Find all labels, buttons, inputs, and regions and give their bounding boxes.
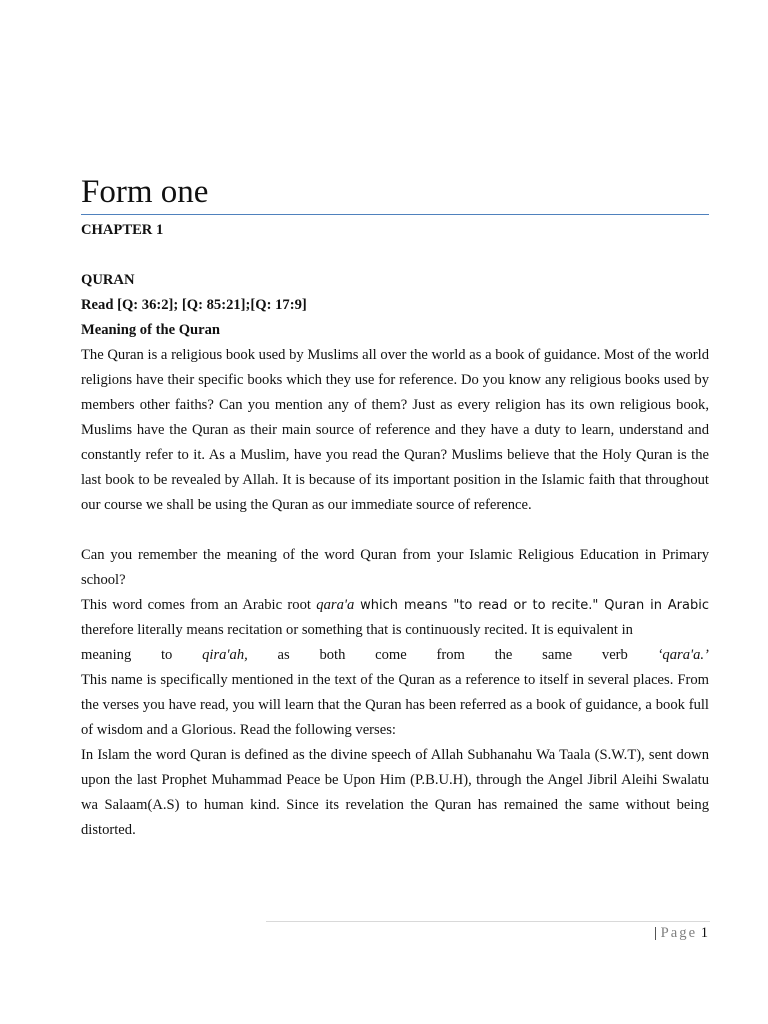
etymology-meaning: which means "to read or to recite." Quran in Arabic [354, 598, 710, 613]
spacer [81, 518, 709, 543]
etymology-lead: This word comes from an Arabic root [81, 597, 317, 613]
footer-separator: | [654, 925, 658, 941]
page-title: Form one [81, 174, 209, 210]
word: meaning [81, 647, 132, 663]
arabic-root-term: qara'a [316, 597, 355, 613]
footer-page-number: 1 [700, 925, 708, 941]
word-qaraa: ‘qara'a.’ [657, 647, 709, 663]
document-body [81, 218, 709, 843]
etymology-last-line [81, 643, 709, 668]
spacer [81, 243, 709, 268]
paragraph-intro: The Quran is a religious book used by Muslims all over the world as a book of guidance. Most of the world religions have their specific books which they use for reference. Do you know any religious books used by members other faiths? Can you mention any of them? Just as every religion has its own religious book, Muslims have the Quran as their main source of reference and they have a duty to learn, understand and constantly refer to it. As a Muslim, have you read the Quran? Muslims believe that the Holy Quran is the last book to be revealed by Allah. It is because of its important position in the Islamic faith that throughout our course we shall be using the Quran as our immediate source of reference. [81, 347, 709, 513]
word: come [375, 647, 407, 663]
reading-references: Read [Q: 36:2]; [Q: 85:21];[Q: 17:9] [81, 297, 307, 313]
meaning-heading: Meaning of the Quran [81, 322, 221, 338]
word: from [436, 647, 465, 663]
chapter-heading: CHAPTER 1 [81, 222, 164, 238]
word: the [494, 647, 513, 663]
word: as [277, 647, 290, 663]
page-footer [654, 922, 708, 944]
word: verb [601, 647, 628, 663]
word-qiraah: qira'ah, [202, 647, 248, 663]
title-divider [81, 214, 709, 215]
footer-divider [266, 921, 710, 922]
paragraph-definition: In Islam the word Quran is defined as the divine speech of Allah Subhanahu Wa Taala (S.W.T), sent down upon the last Prophet Muhammad Peace be Upon Him (P.B.U.H), through the Angel Jibril Aleihi Swalatu wa Salaam(A.S) to human kind. Since its revelation the Quran has remained the same without being distorted. [81, 747, 709, 838]
paragraph-references: This name is specifically mentioned in the text of the Quran as a reference to itself in several places. From the verses you have read, you will learn that the Quran has been referred as a book of guidance, a book full of wisdom and a Glorious. Read the following verses: [81, 672, 709, 738]
footer-page-label: Page [660, 925, 698, 941]
word: both [319, 647, 346, 663]
word: same [542, 647, 573, 663]
word: to [161, 647, 173, 663]
paragraph-etymology [81, 593, 709, 643]
etymology-rest: therefore literally means recitation or something that is continuously recited. It is equivalent in [81, 622, 633, 638]
section-heading: QURAN [81, 272, 135, 288]
paragraph-question: Can you remember the meaning of the word Quran from your Islamic Religious Education in Primary school? [81, 547, 709, 588]
